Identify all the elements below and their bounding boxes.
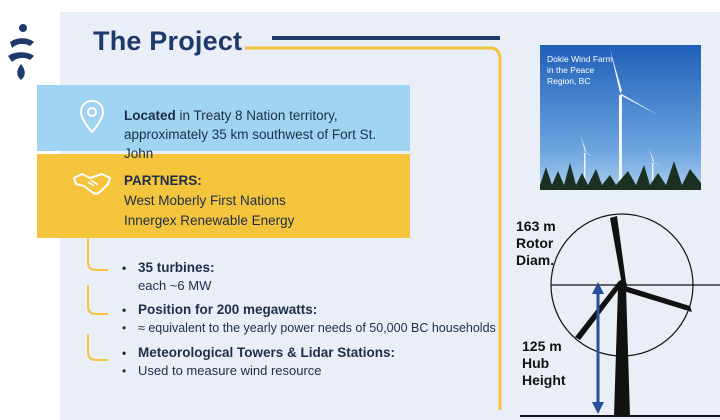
bullet-met-towers: • Meteorological Towers & Lidar Stations: • Used to measure wind resource (122, 345, 396, 378)
label-line: Diam. (516, 252, 555, 268)
page-title: The Project (93, 26, 243, 56)
label-line: 163 m (516, 218, 556, 234)
blade-right (620, 285, 692, 312)
caption-line: in the Peace (547, 65, 595, 75)
location-text (124, 106, 404, 163)
photo-caption (547, 54, 613, 87)
label-line: 125 m (522, 338, 562, 354)
caption-line: Region, BC (547, 76, 591, 86)
label-line: Hub (522, 355, 550, 371)
tower (614, 288, 630, 416)
bullet-sub: each ~6 MW (138, 278, 212, 293)
bullet-turbines: • 35 turbines: each ~6 MW (122, 260, 215, 293)
partner-item: Innergex Renewable Energy (124, 213, 295, 228)
map-pin-icon (78, 99, 106, 135)
handshake-icon (72, 170, 112, 198)
location-line1: in Treaty 8 Nation territory, (175, 108, 338, 123)
partners-heading: PARTNERS: (124, 173, 202, 188)
location-line2: approximately 35 km southwest of Fort St. John (124, 127, 377, 161)
bullet-main: 35 turbines: (138, 260, 215, 275)
label-line: Rotor (516, 235, 554, 251)
bullet-main: Meteorological Towers & Lidar Stations: (138, 345, 396, 360)
turbine-diagram (520, 210, 720, 420)
company-logo (4, 22, 38, 82)
bullet-sub: Used to measure wind resource (138, 363, 322, 378)
title-rule (272, 36, 500, 40)
bullet-main: Position for 200 megawatts: (138, 302, 318, 317)
blade-top (610, 216, 626, 285)
hub (617, 280, 627, 290)
wind-farm-photo (540, 45, 701, 198)
partners-block (124, 171, 294, 231)
location-label: Located (124, 108, 176, 123)
label-line: Height (522, 372, 566, 388)
bullet-megawatts: • Position for 200 megawatts: • ≈ equivalent to the yearly power needs of 50,000 BC households (122, 302, 496, 335)
bullet-sub: ≈ equivalent to the yearly power needs of 50,000 BC households (138, 321, 496, 335)
partner-item: West Moberly First Nations (124, 193, 286, 208)
caption-line: Dokie Wind Farm (547, 54, 613, 64)
